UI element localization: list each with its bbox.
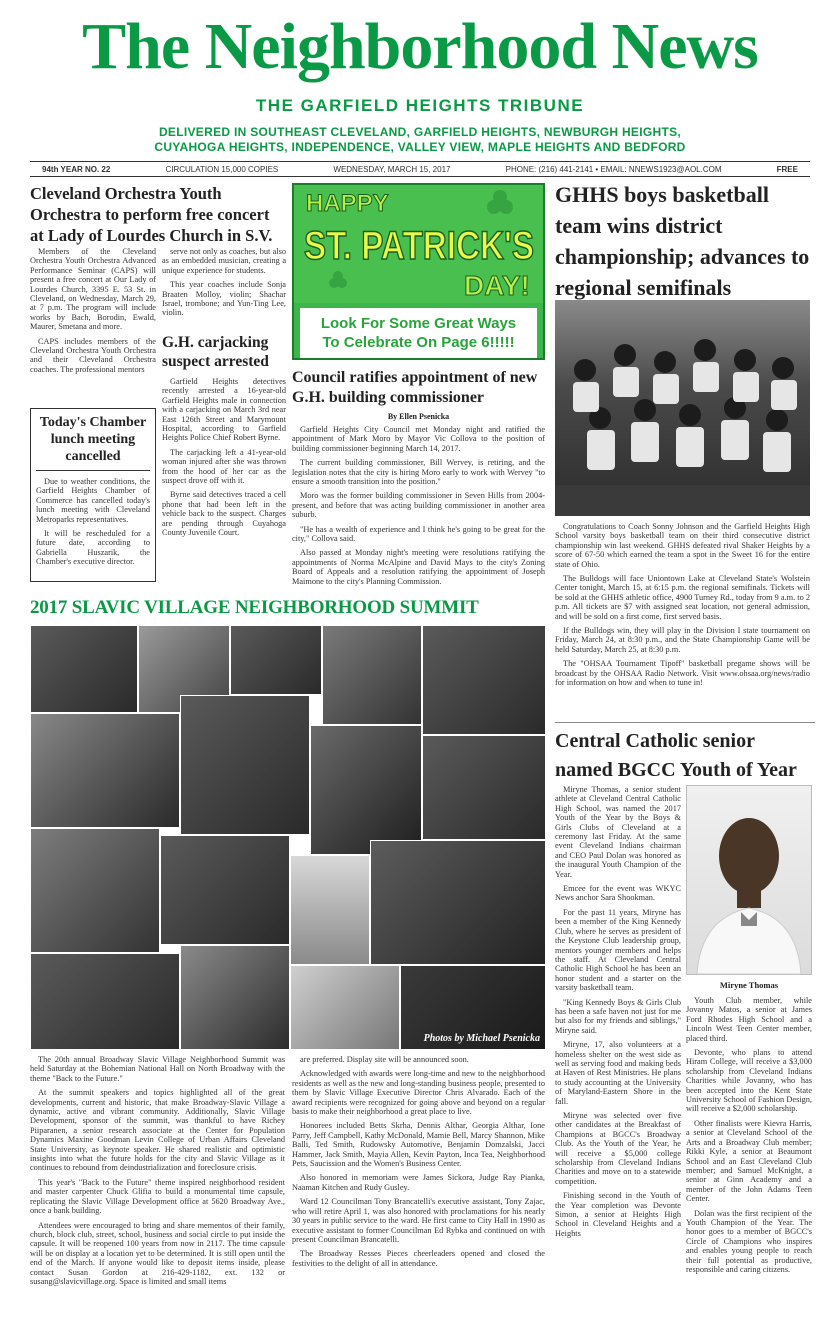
bgcc-paragraph: Miryne Thomas, a senior student athlete at Cleveland Central Catholic High School, was named the 2017 Youth of the Year by the Boys & Girls Clubs of Cleveland at a ceremony last Friday. At the same event Cleveland Indians chairman and CEO Paul Dolan was honored as the inaugural Youth Champion of the Year. <box>555 785 681 879</box>
bgcc-paragraph: Devonte, who plans to attend Hiram College, will receive a $3,000 scholarship from Cleveland Indians Charities while Jovanny, who has been accepted into the Kent State University School of Fashion Design, will receive a $2,000 scholarship. <box>686 1048 812 1114</box>
photo-credit: Photos by Michael Psenicka <box>423 1033 540 1044</box>
summit-photo <box>290 965 400 1050</box>
basketball-paragraph: Congratulations to Coach Sonny Johnson and the Garfield Heights High School varsity boys basketball team on their third consecutive district championship win last weekend. GHHS defeated rival Shaker Heights by a score of 67-50 which earned the team a spot in the Sweet 16 for the entire state of Ohio. <box>555 522 810 569</box>
council-paragraph: The current building commissioner, Bill Wervey, is retiring, and the legislation notes that the city is hiring Moro early to work with Wervey "to ensure a smooth transition into the position." <box>292 458 545 487</box>
orchestra-paragraph: serve not only as coaches, but also as an embedded musician, creating a unique experience for students. <box>162 247 286 275</box>
summit-photo <box>30 625 138 713</box>
orchestra-column-1 <box>30 247 156 379</box>
council-body <box>292 425 545 591</box>
basketball-paragraph: The Bulldogs will face Uniontown Lake at Cleveland State's Wolstein Center tonight, March 15, at 6:15 p.m. the regional semifinals. Tickets will be sold at the GHHS athletic office, 4900 Turney Rd., today from 9 a.m. to 2 p.m. All tickets are $7 with assigned seat location, not general admission, and will be sold on a first come, first served basis. <box>555 574 810 621</box>
summit-column-1 <box>30 1055 285 1291</box>
issue-date: WEDNESDAY, MARCH 15, 2017 <box>333 164 451 174</box>
summit-photo <box>322 625 422 725</box>
orchestra-paragraph: Members of the Cleveland Orchestra Youth Orchestra Advanced Performance Seminar (CAPS) will present a free concert at Our Lady of Lourdes Church, 3395 E. 53 St. in Cleveland, on Wednesday, March 29, at 7 p.m. The program will include works by Bach, Borodin, Ewald, Maurer, Smetana and more. <box>30 247 156 332</box>
council-byline: By Ellen Psenicka <box>387 412 450 421</box>
summit-paragraph: Attendees were encouraged to bring and share mementos of their family, church, block club, street, school, business and social circle to put inside the capsule. It will be reopened 100 years from now in 2117. The time capsule will be on display at a location yet to be determined. It is still open until the end of the March. If anyone would like to deposit items inside, please contact Susan Gordon at 216-429-1182, ext. 132 or susang@slavicvillage.org. Space is limited and small items <box>30 1220 285 1286</box>
summit-photo <box>30 713 180 828</box>
summit-paragraph: At the summit speakers and topics highlighted all of the great developments, current and historic, that make Broadway-Slavic Village a dynamic, active and vibrant community. Additionally, Slavic Village Development, sponsor of the summit, was thankful to have Richey Piiparanen, a senior research associate at the Center for Population Dynamics Maxine Goodman Levin College of Urban Affairs Cleveland State University, as keynote speaker. He shared realistic and optimistic insights into what the future holds for the city and Slavic Village as it continues to rebound from deindustrialization and foreclosure crisis. <box>30 1088 285 1173</box>
bgcc-paragraph: Miryne was selected over five other candidates at the Breakfast of Champions at BGCC's Broadway Club. As the Youth of the Year, he will receive a $5,000 college scholarship from Cleveland Indians Charities and move on to a statewide competition. <box>555 1111 681 1186</box>
ad-caption-line-2: To Celebrate On Page 6!!!!! <box>322 334 515 351</box>
carjacking-headline: G.H. carjacking suspect arrested <box>162 334 269 370</box>
summit-paragraph: Also honored in memoriam were James Sickora, Judge Ray Pianka, Naaman Kitchen and Rudy Gusley. <box>292 1173 545 1192</box>
summit-photo <box>30 953 180 1050</box>
delivery-line-1: DELIVERED IN SOUTHEAST CLEVELAND, GARFIELD HEIGHTS, NEWBURGH HEIGHTS, <box>158 125 682 139</box>
bgcc-column-1 <box>555 785 681 1243</box>
basketball-team-photo <box>555 300 810 516</box>
basketball-paragraph: The "OHSAA Tournament Tipoff" basketball pregame shows will be broadcast by the OHSAA Radio Network. Visit www.ohsaa.org/news/radio for information on how and when to tune in! <box>555 659 810 688</box>
happy-text: HAPPY <box>306 190 389 217</box>
carjacking-paragraph: Garfield Heights detectives recently arrested a 16-year-old Garfield Heights male in connection with a carjacking on March 3rd near East 126th Street and Marymount Hospital, according to Garfield Heights Police Chief Robert Byrne. <box>162 377 286 443</box>
miryne-thomas-photo <box>686 785 812 975</box>
basketball-paragraph: If the Bulldogs win, they will play in the Division I state tournament on Friday, March 24, at 8:30 p.m., and the State Championship Game will be held Saturday, March 25, at 8:30 p.m. <box>555 626 810 654</box>
year-number: 94th YEAR NO. 22 <box>42 164 111 174</box>
summit-paragraph: are preferred. Display site will be announced soon. <box>300 1055 469 1064</box>
portrait-figure <box>687 786 811 974</box>
bgcc-headline: Central Catholic senior named BGCC Youth of Year <box>555 730 797 781</box>
summit-photo <box>290 855 370 965</box>
chamber-paragraph: It will be rescheduled for a future date, according to Gabriella Huszarik, the Chamber's executive director. <box>36 529 150 567</box>
st-patricks-ad <box>292 183 545 360</box>
orchestra-paragraph: This year coaches include Sonja Braaten Molloy, violin; Shachar Israel, trombone; and Yun-Ting Lee, violin. <box>162 280 286 318</box>
summit-paragraph: Acknowledged with awards were long-time and new to the neighborhood residents as well as the new and long-standing business people, presented to them by Slavic Village Executive Director Chris Alvarado. Each of the award recipients were recognized for going above and beyond on a regular basis to make their neighborhood a great place to live. <box>292 1069 545 1117</box>
summit-photo <box>30 828 160 953</box>
summit-paragraph: The Broadway Resses Pieces cheerleaders opened and closed the festivities to the delight of all in attendance. <box>292 1249 545 1268</box>
summit-banner: 2017 SLAVIC VILLAGE NEIGHBORHOOD SUMMIT <box>30 597 479 618</box>
bgcc-paragraph: Other finalists were Kievra Harris, a senior at Cleveland School of the Arts and a Broadway Club member; Rikki Kyle, a senior at Beaumont School and an East Cleveland Club member; and Samuel McKnight, a senior at Ginn Academy and a member of the John Adams Teen Center. <box>686 1118 812 1204</box>
council-paragraph: Garfield Heights City Council met Monday night and ratified the appointment of Mark Moro by Mayor Vic Collova to the position of building commissioner beginning March 14, 2017. <box>292 425 545 453</box>
circulation: CIRCULATION 15,000 COPIES <box>165 164 279 174</box>
summit-photo <box>230 625 322 695</box>
chamber-paragraph: Due to weather conditions, the Garfield Heights Chamber of Commerce has cancelled today's lunch meeting with Cleveland Metroparks representatives. <box>36 477 150 524</box>
masthead-subtitle: THE GARFIELD HEIGHTS TRIBUNE <box>255 96 585 115</box>
bgcc-paragraph: Finishing second in the Youth of the Year completion was Devonte Simon, a senior at Heights High School in Cleveland Heights and a Heights <box>555 1191 681 1238</box>
council-paragraph: "He has a wealth of experience and I think he's going to be great for the city," Collova said. <box>292 524 545 544</box>
st-patricks-graphic <box>294 185 543 303</box>
info-bar <box>30 161 810 177</box>
chamber-box <box>30 408 156 582</box>
bgcc-column-2 <box>686 996 812 1279</box>
summit-photo <box>370 840 546 965</box>
bgcc-paragraph: Miryne, 17, also volunteers at a homeless shelter on the west side as well as serving food and making beds at Haven of Rest Ministries. He plans to study accounting at the University of Maryland-Eastern Shore in the fall. <box>555 1040 681 1106</box>
st-patricks-text: ST. PATRICK'S <box>304 224 534 268</box>
bgcc-paragraph: Youth Club member, while Jovanny Matos, a senior at James Ford Rhodes High School and a Lincoln West Teen Center member, placed third. <box>686 996 812 1043</box>
carjacking-paragraph: The carjacking left a 41-year-old woman injured after she was thrown from the hood of her car as the suspect drove off with it. <box>162 447 286 486</box>
council-paragraph: Also passed at Monday night's meeting were resolutions ratifying the appointments of Norma McAlpine and David Mays to the city's Zoning Board of Appeals and a resolution ratifying the appointment of Joseph Maimone to the city's Planning Commission. <box>292 548 545 586</box>
basketball-body <box>555 522 810 693</box>
carjacking-paragraph: Byrne said detectives traced a cell phone that had been left in the vehicle back to the suspect. Charges are pending through Cuyahoga County Juvenile Court. <box>162 490 286 538</box>
bgcc-paragraph: "King Kennedy Boys & Girls Club has been a safe haven not just for me but also for my friends and siblings," Miryne said. <box>555 997 681 1035</box>
summit-photo <box>310 725 422 855</box>
orchestra-paragraph: CAPS includes members of the Cleveland Orchestra Youth Orchestra and their Cleveland Orchestra coaches. The professional mentors <box>30 336 156 374</box>
masthead-title: The Neighborhood News <box>82 10 758 83</box>
summit-photo <box>422 735 546 840</box>
summit-column-2 <box>292 1055 545 1273</box>
contact-info: PHONE: (216) 441-2141 • EMAIL: NNEWS1923@AOL.COM <box>505 164 722 174</box>
summit-paragraph: Ward 12 Councilman Tony Brancatelli's executive assistant, Tony Zajac, who will retire April 1, was also honored with proclamations for his nearly 30 years in public service to the ward. He first came to City Hall in 1990 as executive assistant to former Councilman Ed Rybka and continued on with present Councilman Brancatelli. <box>292 1197 545 1244</box>
ad-caption <box>300 308 537 358</box>
photo-caption: Miryne Thomas <box>719 980 779 990</box>
basketball-headline: GHHS boys basketball team wins district championship; advances to regional semifinals <box>555 182 810 300</box>
summit-paragraph: Honorees included Betts Skrha, Dennis Althar, Georgia Althar, Ione Parry, Jeff Campbell, Kathy McDonald, Mamie Bell, Marcy Shannon, Mike Balli, Ted Smith, Rudowsky Automotive, Benjamin Domzalski, Jacci Hammer, Jack Smith, Mayia Allen, Kevin Payton, Inca Tea, Neighborhood Pets, Saucission and the Women's Business Center. <box>292 1121 545 1169</box>
day-text: DAY! <box>464 270 530 301</box>
carjacking-body <box>162 377 286 543</box>
summit-photo <box>180 945 290 1050</box>
summit-photo <box>180 695 310 835</box>
orchestra-headline: Cleveland Orchestra Youth Orchestra to perform free concert at Lady of Lourdes Church in S.V. <box>30 184 273 245</box>
ad-caption-line-1: Look For Some Great Ways <box>320 315 517 332</box>
delivery-area <box>20 125 820 155</box>
bgcc-paragraph: Dolan was the first recipient of the Youth Champion of the Year. The honor goes to a member of BGCC's Circle of Champions who inspires and enables young people to reach their full potential as productive, responsible and caring citizens. <box>686 1208 812 1274</box>
summit-paragraph: This year's "Back to the Future" theme inspired neighborhood resident and master carpenter Chuck Glifia to build a monumental time capsule, replicating the Slavic Village Development office at 5620 Broadway Ave., once a bank building. <box>30 1177 285 1216</box>
bgcc-paragraph: Emcee for the event was WKYC News anchor Sara Shookman. <box>555 884 681 903</box>
team-photo-figures <box>555 300 810 516</box>
price: FREE <box>776 164 798 174</box>
bgcc-paragraph: For the past 11 years, Miryne has been a member of the King Kennedy Club, where he serves as president of the Keystone Club leadership group, mentors younger members and helps the staff. At Cleveland Central Catholic High School he has been an honor student and a starter on the varsity basketball team. <box>555 907 681 993</box>
summit-photo <box>422 625 546 735</box>
chamber-headline: Today's Chamber lunch meeting cancelled <box>36 414 150 471</box>
orchestra-column-2 <box>162 247 286 323</box>
delivery-line-2: CUYAHOGA HEIGHTS, INDEPENDENCE, VALLEY VIEW, MAPLE HEIGHTS AND BEDFORD <box>154 140 686 154</box>
summit-photo-collage <box>30 625 546 1050</box>
divider <box>555 722 815 723</box>
summit-paragraph: The 20th annual Broadway Slavic Village Neighborhood Summit was held Saturday at the Bohemian National Hall on North Broadway with the theme "Back to the Future." <box>30 1055 285 1083</box>
council-paragraph: Moro was the former building commissioner in Seven Hills from 2004-present, and before that was acting building commissioner in another area suburb. <box>292 491 545 520</box>
summit-photo <box>160 835 290 945</box>
council-headline: Council ratifies appointment of new G.H. building commissioner <box>292 369 538 406</box>
chamber-body <box>36 477 150 567</box>
